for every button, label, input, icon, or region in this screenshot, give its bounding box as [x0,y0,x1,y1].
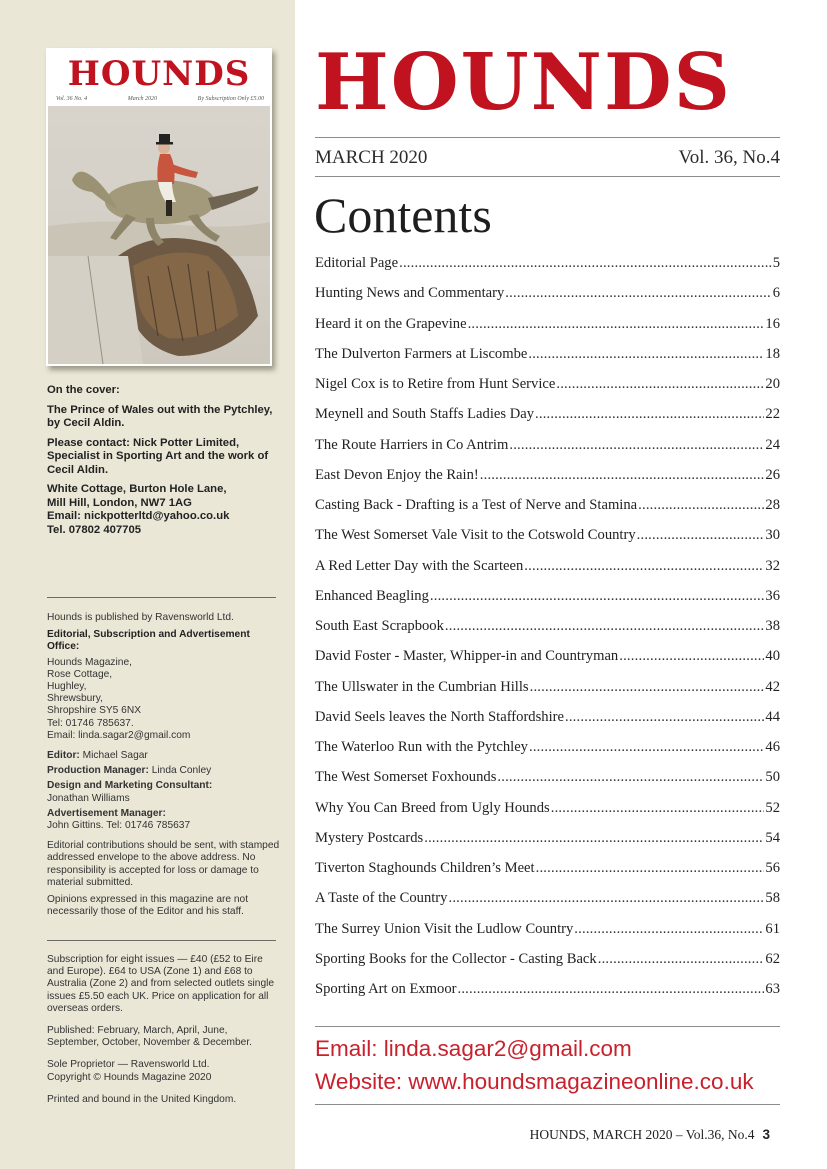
toc-leader [530,679,765,696]
running-head: HOUNDS, MARCH 2020 – Vol.36, No.4 [529,1127,755,1142]
toc-item-title: The West Somerset Foxhounds [315,769,497,786]
office-address-line: Hounds Magazine, [47,656,132,668]
toc-item-title: Tiverton Staghounds Children’s Meet [315,860,535,876]
toc-item-page: 28 [765,497,780,513]
toc-leader [556,376,764,393]
toc-item-title: Sporting Books for the Collector - Casting Back [315,950,597,967]
toc-item-title: Heard it on the Grapevine [315,315,467,332]
toc-item-page: 52 [765,799,780,816]
toc-leader [480,467,765,484]
toc-item-page: 16 [765,315,780,332]
printed-notice: Printed and bound in the United Kingdom. [47,1093,237,1105]
toc-item[interactable] [315,890,780,920]
cover-caption-contact: Please contact: Nick Potter Limited, Specialist in Sporting Art and the work of Cecil Aldin. [47,436,269,476]
office-address-line: Shrewsbury, [47,693,103,705]
toc-leader [497,769,764,786]
office-email[interactable]: Email: linda.sagar2@gmail.com [47,729,191,741]
toc-leader [638,497,764,514]
toc-item-page: 62 [765,950,780,967]
staff-name: Michael Sagar [82,750,148,762]
contact-email[interactable]: Email: linda.sagar2@gmail.com [315,1036,632,1061]
toc-leader [468,316,765,333]
toc-item-page: 42 [765,678,780,695]
horse-rider-illustration-icon [48,106,270,364]
toc-item-title: The Waterloo Run with the Pytchley [315,739,528,755]
toc-item[interactable] [315,285,780,315]
toc-item[interactable] [315,800,780,830]
toc-item-title: Sporting Art on Exmoor [315,981,457,997]
staff-advertisement-manager [47,808,282,832]
toc-leader [574,921,764,938]
cover-title: HOUNDS [67,54,251,94]
toc-item-title: Casting Back - Drafting is a Test of Nerve and Stamina [315,497,638,513]
toc-item-title: Editorial Page [315,255,399,271]
toc-leader [637,527,765,544]
table-of-contents [315,255,780,1011]
toc-item-title: A Taste of the Country [315,890,448,907]
toc-item-title: A Red Letter Day with the Scarteen [315,557,524,574]
disclaimer-contributions: Editorial contributions should be sent, with stamped addressed envelope to the above address. No responsibility is accepted for loss or damage to material submitted. [47,840,280,888]
toc-leader [509,437,764,454]
cover-painting-image [48,106,270,364]
subscription-prices: Subscription for eight issues — £40 (£52 to Eire and Europe). £64 to USA (Zone 1) and £68 to Australia (Zone 2) and from selected outlets single issues £5.50 each UK. Price on application for all overseas orders. [47,954,275,1014]
toc-item-title: Mystery Postcards [315,829,424,846]
toc-item-page: 26 [765,466,780,483]
toc-item-title: Hunting News and Commentary [315,285,505,302]
staff-name: Linda Conley [151,765,212,777]
publication-months: Published: February, March, April, June, September, October, November & December. [47,1025,252,1049]
toc-leader [551,800,765,817]
cover-caption-description: The Prince of Wales out with the Pytchley, by Cecil Aldin. [47,403,273,429]
staff-name: John Gittins. Tel: 01746 785637 [47,820,191,832]
contents-heading: Contents [314,187,492,243]
toc-leader [457,981,764,998]
toc-item-title: The Ullswater in the Cumbrian Hills [315,678,529,695]
toc-item-title: Meynell and South Staffs Ladies Day [315,406,535,423]
cover-price: By Subscription Only £5.00 [197,96,264,102]
toc-item-page: 40 [765,648,780,665]
staff-role: Design and Marketing Consultant: [47,780,213,792]
toc-item-title: David Foster - Master, Whipper-in and Countryman [315,648,619,665]
toc-item-title: East Devon Enjoy the Rain! [315,466,479,483]
toc-item[interactable] [315,558,780,588]
masthead-title: HOUNDS [315,37,732,128]
toc-item-title: Why You Can Breed from Ugly Hounds [315,799,550,816]
cover-volume: Vol. 36 No. 4 [56,96,88,102]
cover-contact-address-line1: White Cottage, Burton Hole Lane, [47,483,227,495]
staff-production-manager [47,765,282,777]
sidebar-divider [47,597,276,598]
staff-name: Jonathan Williams [47,792,130,804]
toc-item-page: 44 [765,708,780,725]
toc-item-page: 30 [765,527,780,544]
cover-caption [47,384,282,537]
disclaimer-opinions: Opinions expressed in this magazine are not necessarily those of the Editor and his staff. [47,894,249,918]
masthead-rule-top [315,137,780,138]
toc-item[interactable] [315,951,780,981]
toc-item-page: 58 [765,890,780,907]
sidebar [0,0,295,1169]
toc-leader [529,739,764,756]
toc-item-page: 20 [765,376,780,392]
toc-leader [448,890,764,907]
toc-leader [535,406,764,423]
toc-item-page: 5 [772,255,780,271]
toc-item-title: Enhanced Beagling [315,587,429,604]
toc-leader [598,951,765,968]
contact-rule-top [315,1026,780,1027]
toc-item-page: 36 [765,587,780,604]
toc-item[interactable] [315,406,780,436]
page-number: 3 [762,1127,770,1142]
toc-item-page: 18 [765,345,780,362]
toc-leader [565,709,764,726]
toc-item-title: The Surrey Union Visit the Ludlow Country [315,920,574,937]
toc-leader [505,285,771,302]
toc-item-page: 46 [765,739,780,755]
toc-item[interactable] [315,618,780,648]
office-heading: Editorial, Subscription and Advertisement Office: [47,629,250,653]
toc-item-title: Nigel Cox is to Retire from Hunt Service [315,376,556,392]
toc-item[interactable] [315,830,780,860]
cover-date: March 2020 [127,96,158,102]
toc-item[interactable] [315,921,780,951]
toc-item-page: 24 [765,436,780,453]
toc-item[interactable] [315,860,780,890]
toc-item-title: The Dulverton Farmers at Liscombe [315,345,528,362]
cover-meta [56,96,264,102]
toc-leader [424,830,764,847]
toc-item[interactable] [315,255,780,285]
staff-editor [47,750,282,762]
toc-leader [524,558,764,575]
toc-item-page: 61 [765,920,780,937]
contact-website[interactable]: Website: www.houndsmagazineonline.co.uk [315,1069,754,1094]
toc-item-page: 38 [765,618,780,634]
toc-item-page: 32 [765,557,780,574]
toc-item-title: The Route Harriers in Co Antrim [315,436,509,453]
toc-item[interactable] [315,648,780,678]
staff-design-consultant [47,780,282,804]
cover-contact-address-line2: Mill Hill, London, NW7 1AG [47,496,192,509]
toc-leader [445,618,765,635]
issue-date: MARCH 2020 [315,147,428,168]
office-tel: Tel: 01746 785637. [47,717,134,729]
subscription-info [47,954,282,1106]
toc-item-title: The West Somerset Vale Visit to the Cotswold Country [315,527,636,544]
toc-item-page: 6 [772,285,780,302]
staff-role: Editor: [47,750,80,762]
issue-info [315,147,780,169]
toc-item[interactable] [315,437,780,467]
staff-role: Production Manager: [47,765,149,777]
toc-item-title: South East Scrapbook [315,618,444,634]
toc-item[interactable] [315,346,780,376]
office-address-line: Hughley, [47,681,87,693]
toc-item[interactable] [315,679,780,709]
toc-item[interactable] [315,981,780,1011]
toc-item[interactable] [315,709,780,739]
toc-item[interactable] [315,588,780,618]
toc-item[interactable] [315,497,780,527]
contact-rule-bottom [315,1104,780,1105]
publisher-info [47,612,282,923]
toc-leader [399,255,772,272]
toc-leader [430,588,765,605]
toc-item[interactable] [315,376,780,406]
toc-item-title: David Seels leaves the North Staffordshire [315,708,564,725]
toc-leader [619,648,764,665]
masthead-rule-bottom [315,176,780,177]
toc-item[interactable] [315,769,780,799]
proprietor: Sole Proprietor — Ravensworld Ltd. [47,1059,210,1071]
staff-role: Advertisement Manager: [47,807,166,819]
cover-contact-tel: Tel. 07802 407705 [47,523,142,536]
toc-item[interactable] [315,316,780,346]
toc-item[interactable] [315,739,780,769]
toc-leader [528,346,764,363]
office-address-line: Shropshire SY5 6NX [47,705,142,717]
publisher-line: Hounds is published by Ravensworld Ltd. [47,612,234,623]
cover-contact-email[interactable]: Email: nickpotterltd@yahoo.co.uk [47,510,230,522]
toc-leader [536,860,765,877]
toc-item-page: 50 [765,769,780,786]
copyright: Copyright © Hounds Magazine 2020 [47,1071,212,1083]
page-footer [530,1127,770,1143]
toc-item[interactable] [315,467,780,497]
issue-volume: Vol. 36, No.4 [678,147,780,168]
office-address-line: Rose Cottage, [47,668,113,680]
sidebar-divider [47,940,276,941]
toc-item-page: 54 [765,829,780,846]
cover-thumbnail [46,48,272,366]
toc-item-page: 22 [765,406,780,423]
toc-item-page: 63 [765,981,780,997]
cover-caption-heading: On the cover: [47,384,120,396]
toc-item-page: 56 [765,860,780,876]
toc-item[interactable] [315,527,780,557]
